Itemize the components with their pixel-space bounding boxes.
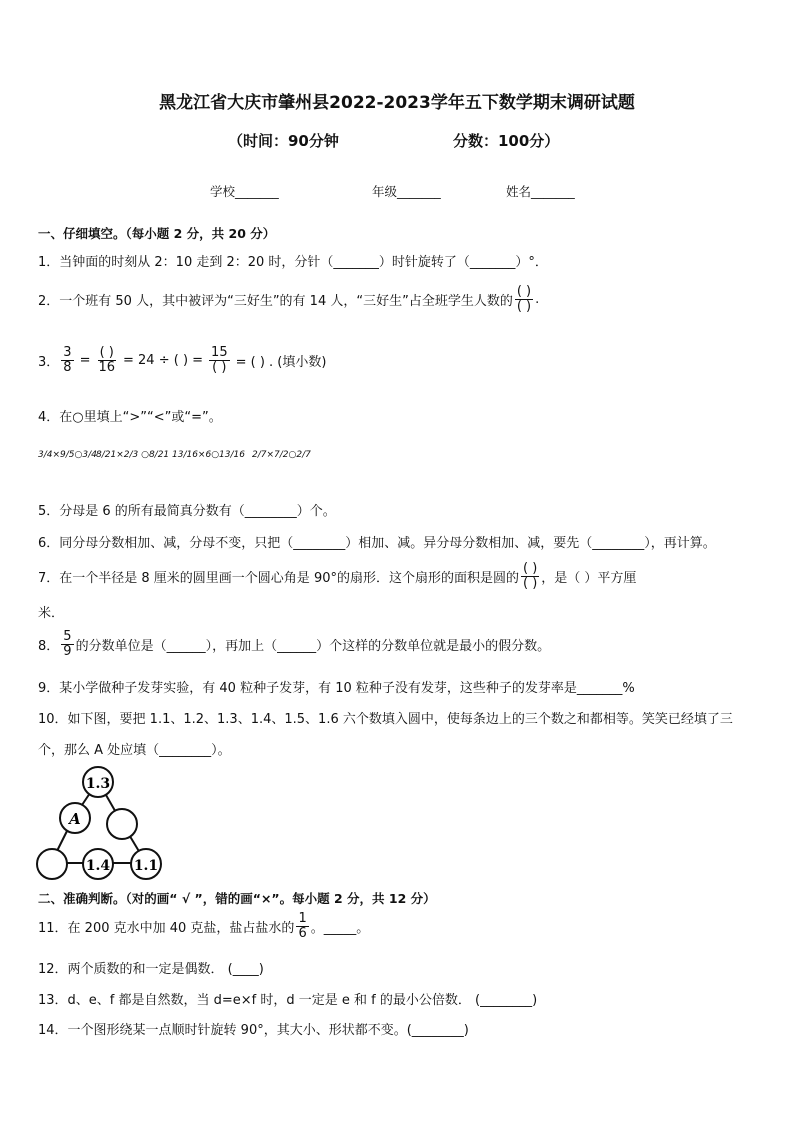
question-3-tail: = ( ) . (填小数) bbox=[235, 354, 327, 370]
question-10-line-1: 10．如下图，要把 1.1、1.2、1.3、1.4、1.5、1.6 六个数填入圆中，使每条边上的三个数之和都相等。笑笑已经填了三 bbox=[38, 712, 733, 727]
question-11-text: 11．在 200 克水中加 40 克盐，盐占盐水的 bbox=[38, 920, 295, 936]
fraction-numerator: ( ) bbox=[516, 284, 532, 299]
question-2-fraction bbox=[515, 285, 533, 313]
fraction-numerator: 5 bbox=[63, 629, 72, 644]
fraction-denominator: 9 bbox=[63, 643, 72, 659]
question-8 bbox=[38, 630, 550, 658]
question-8-text: 的分数单位是（______），再加上（______）个这样的分数单位就是最小的假分数。 bbox=[75, 638, 551, 654]
question-4-item-3: 13/16×6○13/16 bbox=[172, 450, 245, 460]
section-1-heading: 一、仔细填空。（每小题 2 分，共 20 分） bbox=[38, 226, 276, 241]
circle-bottom-left bbox=[37, 849, 67, 879]
page-title: 黑龙江省大庆市肇州县2022-2023学年五下数学期末调研试题 bbox=[159, 93, 635, 113]
fraction-15-blank bbox=[209, 346, 230, 374]
question-7-text: 7．在一个半径是 8 厘米的圆里画一个圆心角是 90°的扇形．这个扇形的面积是圆的 bbox=[38, 570, 519, 586]
label-top: 1.3 bbox=[85, 776, 111, 792]
question-7-fraction bbox=[521, 562, 539, 590]
question-7 bbox=[38, 562, 636, 590]
equals-sign: = bbox=[79, 352, 91, 368]
question-14: 14．一个图形绕某一点顺时针旋转 90°，其大小、形状都不变。(________) bbox=[38, 1023, 469, 1038]
fraction-numerator: ( ) bbox=[522, 561, 538, 576]
question-7-tail: ，是（ ）平方厘 bbox=[541, 570, 637, 586]
fraction-1-6 bbox=[296, 912, 308, 940]
circle-right-mid bbox=[107, 809, 137, 839]
name-field: 姓名_______ bbox=[506, 184, 575, 199]
label-a: A bbox=[69, 810, 81, 828]
exam-time: （时间：90分钟 bbox=[228, 132, 339, 150]
question-10-triangle-figure bbox=[34, 765, 168, 883]
question-12: 12．两个质数的和一定是偶数． (____) bbox=[38, 962, 264, 977]
fraction-denominator: ( ) bbox=[212, 359, 227, 375]
fraction-denominator: 6 bbox=[298, 925, 307, 941]
question-9: 9．某小学做种子发芽实验，有 40 粒种子发芽，有 10 粒种子没有发芽，这些种子的发芽率是_______% bbox=[38, 681, 635, 696]
fraction-denominator: 16 bbox=[98, 359, 116, 375]
question-10-line-2: 个，那么 A 处应填（________）。 bbox=[38, 743, 231, 758]
question-13: 13．d、e、f 都是自然数，当 d=e×f 时，d 一定是 e 和 f 的最小公倍数． (________) bbox=[38, 993, 538, 1008]
question-11 bbox=[38, 912, 369, 940]
fraction-denominator: ( ) bbox=[516, 298, 532, 314]
fraction-numerator: ( ) bbox=[99, 345, 114, 360]
grade-field: 年级_______ bbox=[372, 184, 441, 199]
school-field: 学校_______ bbox=[210, 184, 279, 199]
question-2-end: . bbox=[535, 291, 540, 307]
question-4-item-1: 3/4×9/5○3/4 bbox=[38, 450, 97, 460]
exam-score: 分数：100分） bbox=[453, 132, 560, 150]
question-1: 1．当钟面的时刻从 2：10 走到 2：20 时，分针（_______）时针旋转了（_______）°． bbox=[38, 255, 548, 270]
fraction-denominator: 8 bbox=[63, 359, 72, 375]
question-8-label: 8． bbox=[38, 638, 60, 654]
fraction-denominator: ( ) bbox=[522, 575, 538, 591]
question-11-tail: 。_____。 bbox=[310, 920, 370, 936]
fraction-5-9 bbox=[61, 630, 73, 658]
label-bottom-right: 1.1 bbox=[133, 858, 159, 874]
fraction-numerator: 1 bbox=[298, 911, 307, 926]
section-2-heading: 二、准确判断。（对的画“ √ ”，错的画“×”。每小题 2 分，共 12 分） bbox=[38, 891, 436, 906]
question-6: 6．同分母分数相加、减，分母不变，只把（________）相加、减。异分母分数相加、减，要先（________），再计算。 bbox=[38, 536, 716, 551]
fraction-blank-16 bbox=[96, 346, 117, 374]
label-bottom-mid: 1.4 bbox=[85, 858, 111, 874]
question-3 bbox=[38, 346, 326, 374]
question-2-text: 2．一个班有 50 人，其中被评为“三好生”的有 14 人，“三好生”占全班学生人数的 bbox=[38, 293, 513, 309]
question-4: 4．在○里填上“>”“<”或“=”。 bbox=[38, 410, 222, 425]
fraction-numerator: 15 bbox=[211, 345, 228, 360]
question-3-middle: = 24 ÷ ( ) = bbox=[123, 352, 204, 368]
question-7-line-2: 米． bbox=[38, 606, 65, 621]
question-2 bbox=[38, 285, 539, 313]
question-4-item-2: 8/21×2/3 ○8/21 bbox=[96, 450, 170, 460]
question-5: 5．分母是 6 的所有最简真分数有（________）个。 bbox=[38, 504, 336, 519]
question-4-item-4: 2/7×7/2○2/7 bbox=[252, 450, 311, 460]
fraction-numerator: 3 bbox=[63, 345, 72, 360]
question-3-label: 3． bbox=[38, 354, 60, 370]
fraction-3-8 bbox=[61, 346, 73, 374]
